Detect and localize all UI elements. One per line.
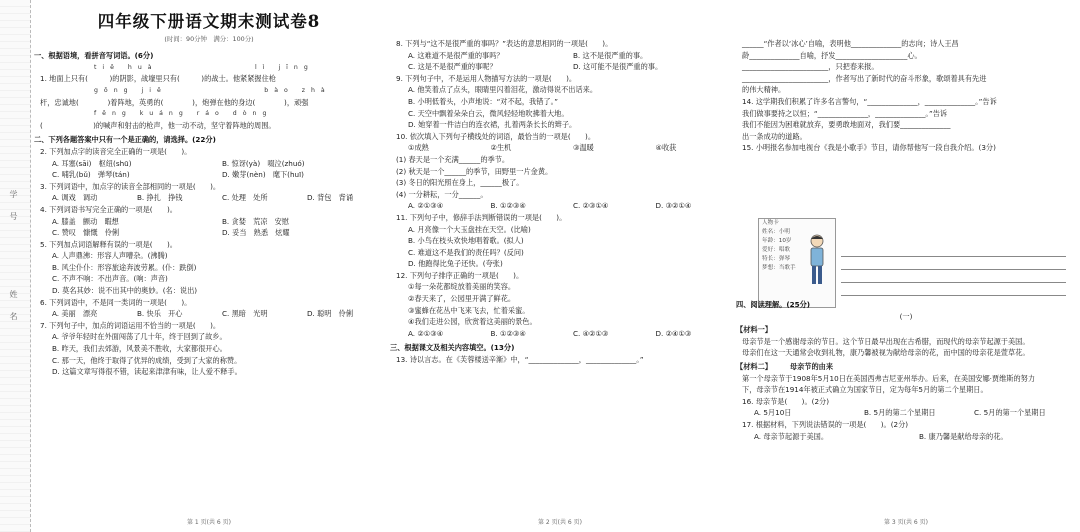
- page-footer-3: 第 3 页(共 6 页): [884, 519, 928, 527]
- exam-column-1: [34, 0, 384, 532]
- character-card: [758, 218, 836, 308]
- c1-line: ( )的喊声和射击的枪声，他一动不动，坚守着阵地的周围。: [40, 120, 276, 130]
- c3-reading-line: [754, 431, 1076, 443]
- answer-option[interactable]: A. 调戏 调动: [52, 193, 98, 203]
- exam-title: 四年级下册语文期末测试卷8: [97, 12, 321, 31]
- answer-option[interactable]: D. 妥当 熟悉 炫耀: [222, 228, 290, 238]
- answer-option[interactable]: C. 天空中飘着朵朵白云，微风轻轻地吹拂着大地。: [408, 108, 569, 118]
- answer-option[interactable]: D. 他跑得比兔子还快。(夸张): [408, 259, 503, 269]
- answer-option[interactable]: A. 美丽 漂亮: [52, 309, 98, 319]
- answer-option[interactable]: B. 昨天，我们去郊游，风景美不胜收，大家都很开心。: [52, 344, 227, 354]
- answer-option[interactable]: A. ②①③④: [408, 201, 444, 211]
- c2-line: [408, 235, 730, 247]
- reading-section: [736, 296, 1076, 442]
- c1-line: [52, 355, 384, 367]
- c3-reading-line: 【材料一】: [736, 325, 772, 335]
- c3-line: ______“作者以‘冰心’自喻，表明他______________的志向；诗人王昌: [742, 39, 959, 48]
- c1-line: 1. 地面上只有( )的阴影，战壕里只有( )的战士。他紧紧握住枪: [40, 74, 276, 84]
- c1-line: 二、下列各题答案中只有一个是正确的，请选择。(22分): [34, 135, 216, 145]
- c3-line: ________________________，作者写出了新时代的奋斗形象，歌颂着具有先进: [742, 73, 987, 83]
- c1-line: [52, 158, 384, 170]
- binding-margin: [0, 0, 31, 532]
- binding-text-3: 姓: [9, 290, 18, 298]
- answer-option[interactable]: A. 耳塞(sāi) 枢纽(shū): [52, 158, 132, 168]
- c3-reading-line: 母亲们在这一天通常会收到礼物，康乃馨被视为献给母亲的花，而中国的母亲花是萱草花。: [742, 348, 1030, 358]
- answer-option[interactable]: B. 风尘仆仆：形容旅途奔波劳累。(仆：跌倒): [52, 262, 197, 272]
- c1-line: [52, 273, 384, 285]
- answer-option[interactable]: D. 嫩芽(nèn) 麾下(huī): [222, 170, 304, 180]
- answer-option[interactable]: C. 难道这不是我们的责任吗？(反问): [408, 247, 524, 257]
- answer-option[interactable]: A. 爷爷年轻时在外面闯荡了几十年，终于回到了故乡。: [52, 332, 227, 342]
- answer-option[interactable]: C. 黑暗 光明: [222, 309, 268, 319]
- c1-line: 6. 下列词语中，不是同一类词的一项是( )。: [40, 297, 192, 307]
- card-field: 姓名：小明: [762, 229, 790, 235]
- answer-option[interactable]: B. 惊讶(yà) 啜泣(zhuó): [222, 158, 305, 168]
- answer-option[interactable]: D. 背包 背诵: [307, 193, 354, 203]
- c1-line: 一、根据语境，看拼音写词语。(6分): [34, 51, 154, 61]
- page-footer-2: 第 2 页(共 6 页): [538, 519, 582, 527]
- answer-option[interactable]: ①成熟: [408, 143, 429, 153]
- answer-lines[interactable]: [841, 244, 1066, 296]
- answer-option[interactable]: ③蜜蜂在花丛中飞来飞去，忙着采蜜。: [408, 305, 530, 315]
- c2-line: 12. 下列句子排序正确的一项是( )。: [396, 270, 524, 280]
- answer-option[interactable]: A. ②①③④: [408, 328, 444, 338]
- answer-option[interactable]: B. 快乐 开心: [137, 309, 183, 319]
- answer-option[interactable]: C. 赞叹 慷慨 伶俐: [52, 228, 120, 238]
- c3-line: 我们不能因为困难就放弃，要勇敢地面对，我们要______________: [742, 120, 951, 130]
- c1-line: 4. 下列词语书写完全正确的一项是( )。: [40, 204, 177, 214]
- answer-option[interactable]: A. 5月10日: [754, 408, 792, 418]
- answer-option[interactable]: B. 挣扎 挣钱: [137, 193, 183, 203]
- c2-line: 11. 下列句子中，修辞手法判断错误的一项是( )。: [396, 212, 567, 222]
- answer-option[interactable]: ①每一朵花都绽放着美丽的笑容。: [408, 282, 516, 292]
- c3-reading-line: 【材料二】 母亲节的由来: [736, 361, 834, 371]
- c3-reading-line: 母亲节是一个感谢母亲的节日。这个节日最早出现在古希腊，而现代的母亲节起源于美国。: [742, 336, 1030, 346]
- c2-line: 8. 下列与“这不是很严重的事吗？”表达的意思相同的一项是( )。: [396, 39, 613, 48]
- c3-reading-line: 下，母亲节在1914年被正式确立为国家节日，定为每年5月的第二个星期日。: [742, 385, 988, 395]
- binding-text-1: 学: [9, 190, 18, 198]
- answer-option[interactable]: C. ②③①④: [573, 201, 609, 211]
- c1-line: [52, 227, 384, 239]
- page-footer-1: 第 1 页(共 6 页): [187, 519, 231, 527]
- c2-line: [408, 200, 730, 212]
- answer-option[interactable]: ④我们走进公园，欣赏着这美丽的景色。: [408, 317, 537, 327]
- answer-option[interactable]: C. ④②①③: [573, 328, 609, 338]
- question-list-2: [390, 38, 730, 366]
- answer-option[interactable]: B. 康乃馨是献给母亲的花。: [919, 431, 1008, 441]
- c3-reading-line: 17. 根据材料，下列说法错误的一项是( )。(2分): [742, 419, 909, 429]
- c2-line: 13. 诗以言志。在《芙蓉楼送辛渐》中，“______________，______________。”: [396, 355, 644, 365]
- c3-line: 14. 这学期我们积累了许多名言警句，“______________，______________。”告诉: [742, 96, 997, 106]
- c3-line: 出一条成功的道路。: [742, 131, 807, 141]
- c2-line: [408, 305, 730, 317]
- c2-line: [408, 84, 730, 96]
- answer-option[interactable]: B. ①②③④: [490, 201, 526, 211]
- c1-line: [52, 250, 384, 262]
- answer-option[interactable]: C. 哺乳(bǔ) 弹琴(tán): [52, 170, 130, 180]
- c2-line: (4) 一分耕耘，一分______。: [396, 189, 488, 199]
- c2-line: [408, 281, 730, 293]
- c1-line: 2. 下列加点字的读音完全正确的一项是( )。: [40, 146, 192, 156]
- c2-line: [408, 119, 730, 131]
- answer-option[interactable]: ②生机: [490, 143, 512, 153]
- c1-line: gōng jiē bào zhà: [94, 86, 331, 94]
- answer-option[interactable]: C. 那一天，他终于取得了优异的成绩，受到了大家的称赞。: [52, 355, 242, 365]
- c1-line: [52, 285, 384, 297]
- c1-line: 7. 下列句子中，加点的词语运用不恰当的一项是( )。: [40, 320, 221, 330]
- c1-line: [52, 216, 384, 228]
- question-list-1: [34, 50, 384, 378]
- c2-line: [408, 224, 730, 236]
- c2-line: [408, 247, 730, 259]
- c1-line: fēng kuáng ráo dòng: [94, 110, 273, 118]
- child-figure-icon: [807, 233, 827, 289]
- answer-option[interactable]: B. 小明低着头，小声地说：“对不起，我错了。”: [408, 96, 558, 106]
- c2-line: (2) 秋天是一个______的季节，田野里一片金黄。: [396, 166, 553, 176]
- c3-line: 的伟大精神。: [742, 85, 786, 95]
- c3-reading-line: 第一个母亲节于1908年5月10日在美国西弗吉尼亚州举办。后来，在美国安娜·贾维斯的努力: [742, 373, 1036, 383]
- answer-option[interactable]: ④收获: [655, 143, 677, 153]
- exam-subtitle: (时间：90分钟 满分：100分): [164, 34, 254, 43]
- answer-option[interactable]: D. ③②①④: [655, 201, 692, 211]
- c3-line: 15. 小明报名参加电视台《我是小歌手》节目，请你帮他写一段自我介绍。(3分): [742, 143, 996, 153]
- c1-line: 5. 下列加点词语解释有误的一项是( )。: [40, 239, 177, 249]
- card-field: 年龄：10岁: [762, 238, 792, 244]
- card-field: 人物卡: [762, 220, 779, 226]
- c2-line: [408, 61, 730, 73]
- c3-reading-line: 16. 母亲节是( )。(2分): [742, 396, 830, 406]
- c1-line: [52, 262, 384, 274]
- answer-option[interactable]: B. 贪婪 荒凉 安慰: [222, 216, 290, 226]
- c2-line: (3) 冬日的阳光照在身上，______极了。: [396, 178, 524, 188]
- c1-line: [52, 192, 384, 204]
- answer-option[interactable]: C. 这是不是很严重的事呢？: [408, 62, 497, 72]
- c3-reading-line: 四、阅读理解。(25分): [736, 300, 811, 309]
- c2-line: [408, 108, 730, 120]
- c1-line: [52, 169, 384, 181]
- c3-reading-line: (一): [899, 311, 913, 321]
- c2-line: (1) 春天是一个充满______的季节。: [396, 154, 510, 164]
- answer-option[interactable]: D. 这可能不是很严重的事。: [573, 62, 663, 72]
- card-field: 梦想：当歌手: [762, 265, 796, 271]
- answer-option[interactable]: D. 她穿着一件洁白的连衣裙，扎着两条长长的辫子。: [408, 120, 577, 130]
- c2-line: 三、根据课文及相关内容填空。(13分): [390, 343, 515, 353]
- answer-option[interactable]: ②春天来了，公园里开满了鲜花。: [408, 294, 516, 304]
- answer-option[interactable]: A. 人声鼎沸：形容人声嘈杂。(沸腾): [52, 251, 168, 261]
- binding-text-2: 号: [9, 212, 18, 220]
- answer-option[interactable]: D. 这篇文章写得很不错，读起来津津有味，让人爱不释手。: [52, 367, 242, 377]
- c1-line: [52, 366, 384, 378]
- c2-line: 9. 下列句子中，不是运用人物描写方法的一项是( )。: [396, 73, 577, 83]
- c2-line: [408, 258, 730, 270]
- answer-option[interactable]: C. 5月的第一个星期日: [974, 408, 1046, 418]
- answer-option[interactable]: ③温暖: [573, 143, 594, 153]
- answer-option[interactable]: B. 小鸟在枝头欢快地唱着歌。(拟人): [408, 236, 524, 246]
- answer-option[interactable]: A. 月亮像一个大玉盘挂在天空。(比喻): [408, 224, 531, 234]
- c2-line: [408, 50, 730, 62]
- answer-option[interactable]: A. 这难道不是很严重的事吗？: [408, 50, 504, 60]
- c2-line: [408, 316, 730, 328]
- answer-option[interactable]: D. ②④①③: [655, 328, 692, 338]
- c1-line: 杆，忠诚地( )着阵地，英勇的( )，炮弹在他的身边( )，顽强: [40, 97, 309, 107]
- answer-option[interactable]: D. 聪明 伶俐: [307, 309, 354, 319]
- exam-column-2: [390, 0, 730, 532]
- card-field: 爱好：唱歌: [762, 247, 790, 253]
- c2-line: 10. 依次填入下列句子横线处的词语，最恰当的一项是( )。: [396, 131, 596, 141]
- answer-option[interactable]: B. ①②③④: [490, 328, 526, 338]
- answer-option[interactable]: D. 莫名其妙：说不出其中的奥妙。(名：说出): [52, 286, 198, 296]
- c3-line: 我们做事要持之以恒；“______________，______________。”告诉: [742, 108, 948, 118]
- c2-line: [408, 142, 730, 154]
- question-list-3: [736, 38, 1076, 154]
- c3-line: ________________________，只把春来报。: [742, 62, 879, 72]
- answer-option[interactable]: B. 5月的第二个星期日: [864, 408, 936, 418]
- answer-option[interactable]: A. 膝盖 颤动 暇想: [52, 216, 119, 226]
- card-field: 特长：弹琴: [762, 256, 790, 262]
- answer-option[interactable]: A. 母亲节起源于美国。: [754, 431, 829, 441]
- answer-option[interactable]: B. 这不是很严重的事。: [573, 50, 648, 60]
- c1-line: [52, 343, 384, 355]
- c1-line: [52, 331, 384, 343]
- binding-text-4: 名: [9, 312, 18, 320]
- c1-line: [52, 308, 384, 320]
- c2-line: [408, 328, 730, 340]
- answer-option[interactable]: A. 他笑着点了点头，眼睛里闪着泪花，激动得说不出话来。: [408, 85, 598, 95]
- c1-line: 3. 下列词语中，加点字的读音全部相同的一项是( )。: [40, 181, 221, 191]
- c3-reading-line: [754, 407, 1076, 419]
- c1-line: tiē huà lì jīng: [94, 63, 314, 71]
- answer-option[interactable]: C. 处理 处所: [222, 193, 268, 203]
- answer-option[interactable]: C. 不声不响：不出声音。(响：声音): [52, 274, 168, 284]
- exam-column-3: [736, 0, 1076, 532]
- c3-line: 龄______________自喻，抒发____________________心。: [742, 50, 922, 60]
- c2-line: [408, 293, 730, 305]
- c2-line: [408, 96, 730, 108]
